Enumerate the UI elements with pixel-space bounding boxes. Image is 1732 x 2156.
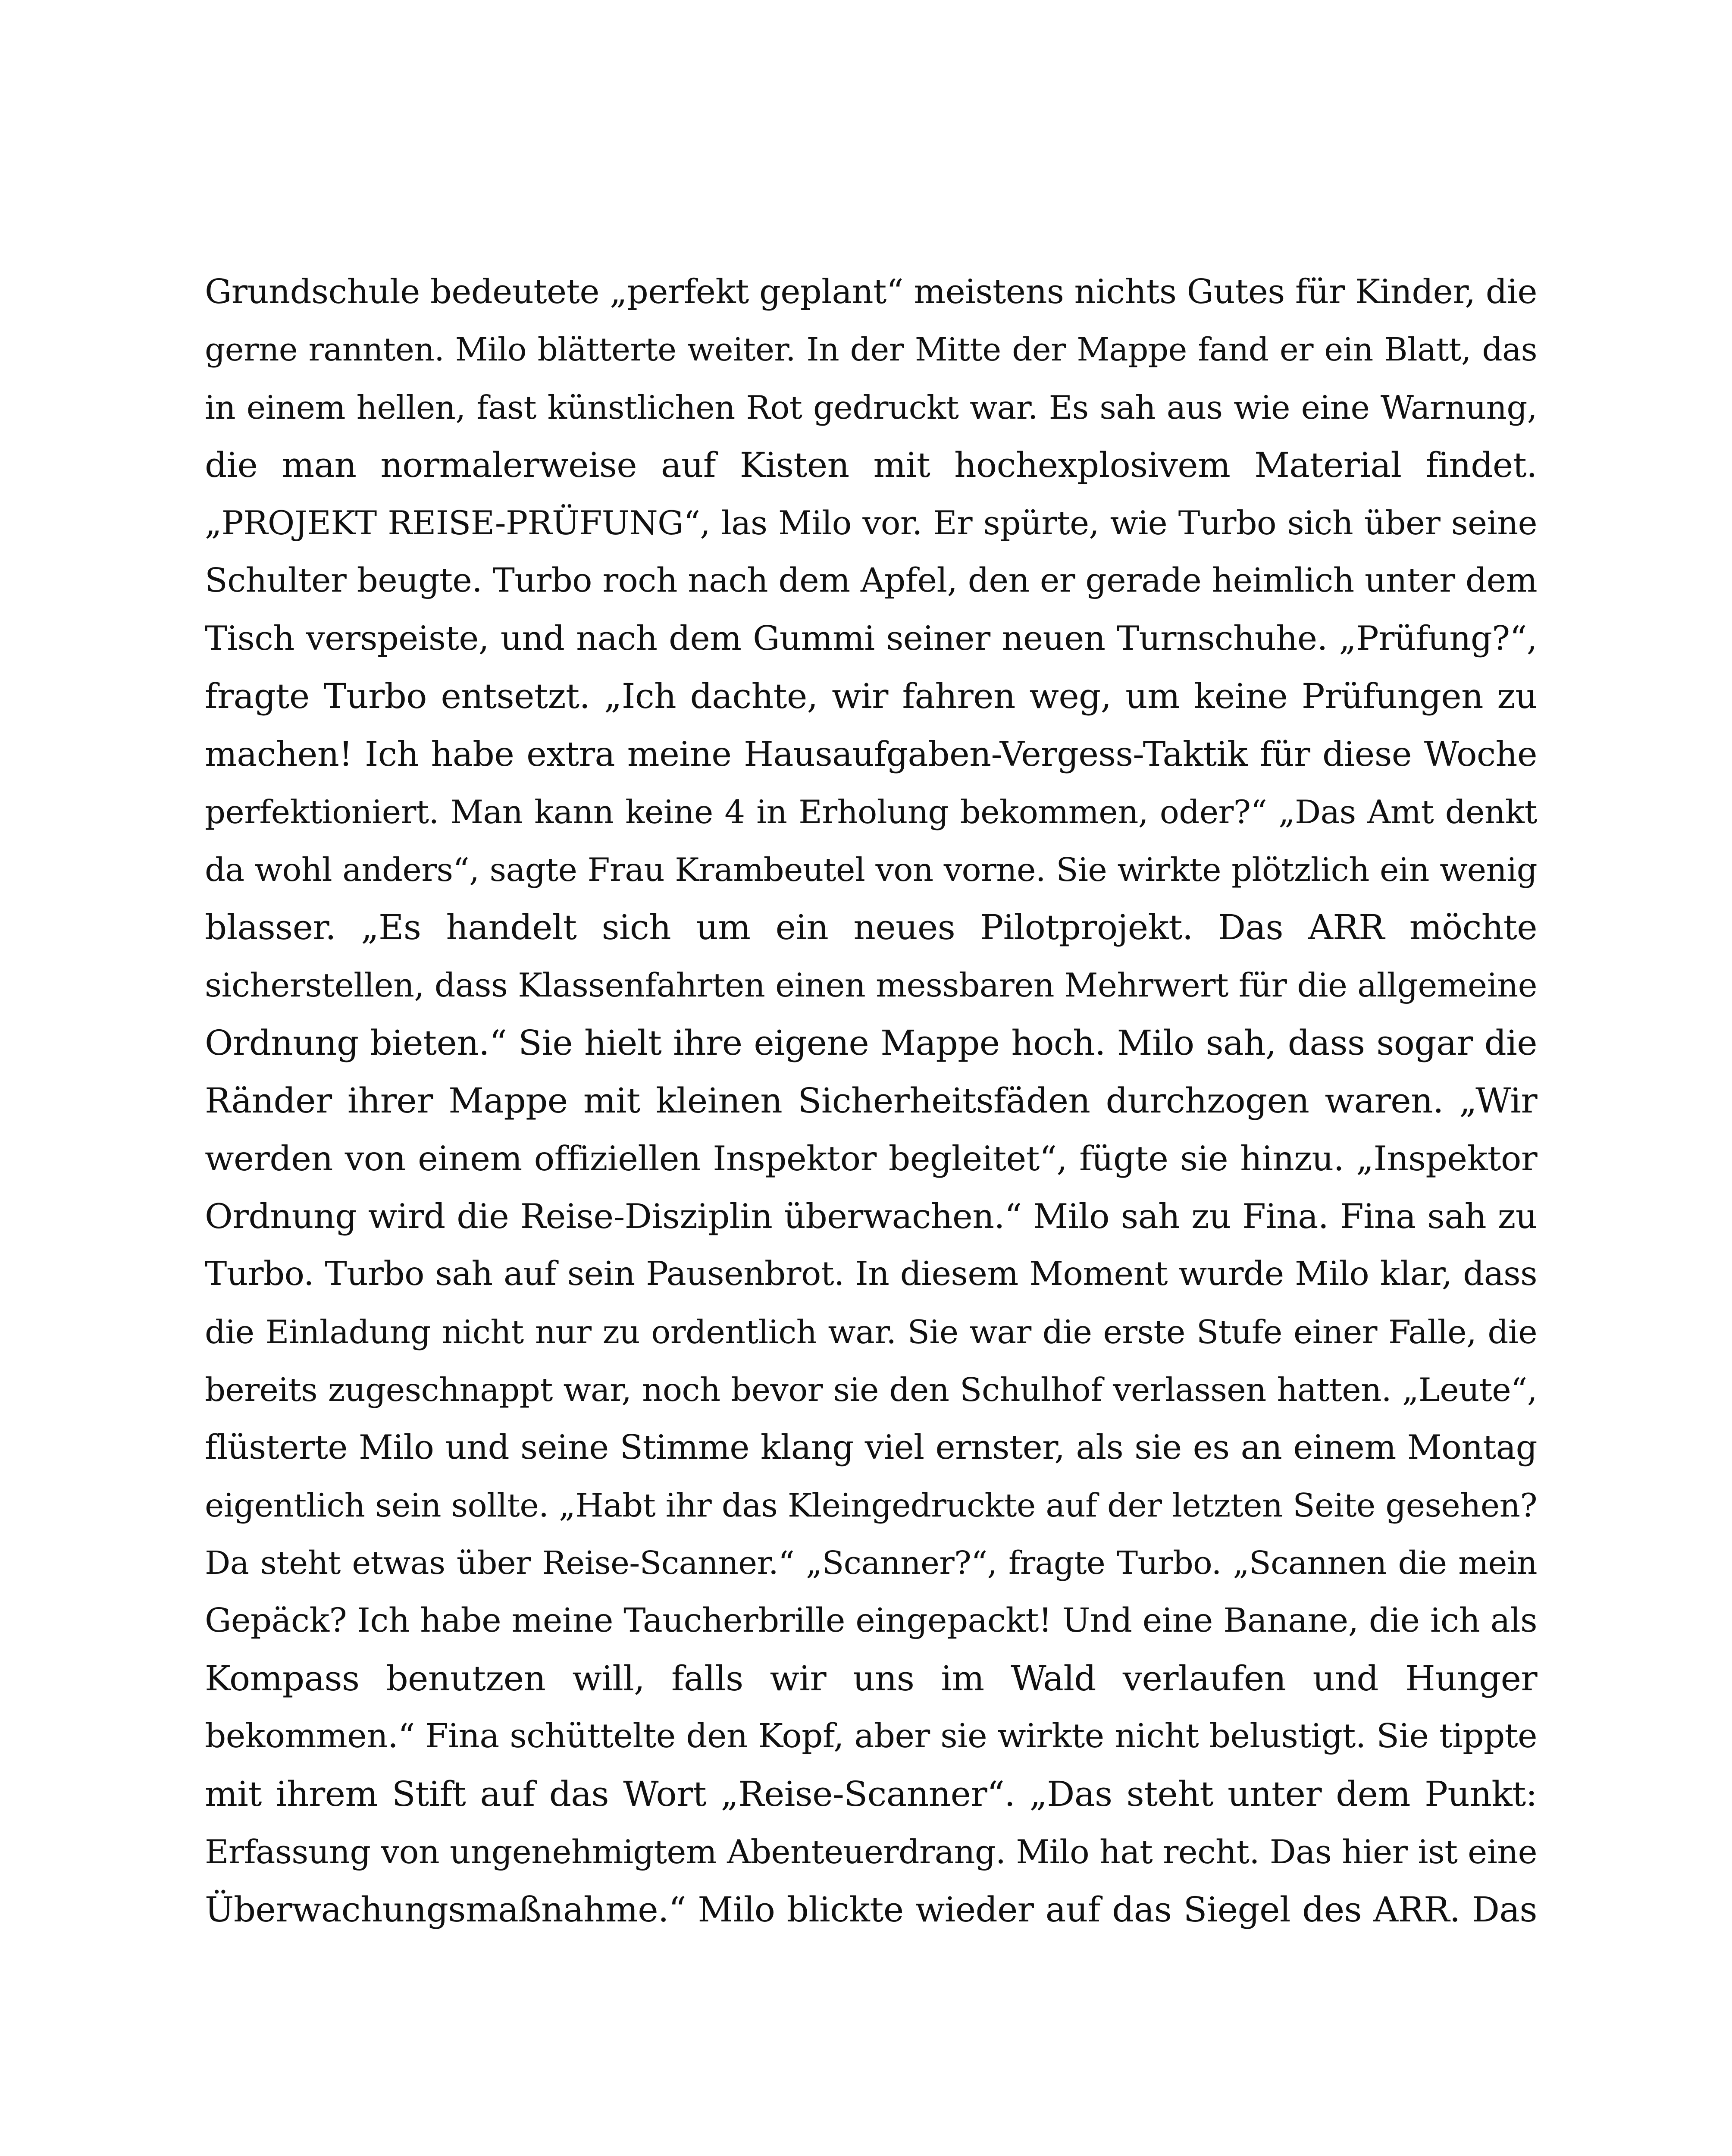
text-line: flüsterte Milo und seine Stimme klang viel ernster, als sie es an einem Montag: [205, 1428, 1537, 1467]
body-text: [205, 263, 1537, 1939]
text-line: machen! Ich habe extra meine Hausaufgaben-Vergess-Taktik für diese Woche: [205, 734, 1537, 774]
text-line: perfektioniert. Man kann keine 4 in Erholung bekommen, oder?“ „Das Amt denkt: [205, 793, 1537, 831]
text-line: bereits zugeschnappt war, noch bevor sie den Schulhof verlassen hatten. „Leute“,: [205, 1371, 1537, 1409]
text-line: Kompass benutzen will, falls wir uns im Wald verlaufen und Hunger: [205, 1658, 1537, 1698]
text-line: mit ihrem Stift auf das Wort „Reise-Scanner“. „Das steht unter dem Punkt:: [205, 1774, 1537, 1814]
text-line: die Einladung nicht nur zu ordentlich war. Sie war die erste Stufe einer Falle, die: [205, 1313, 1537, 1351]
text-line: Ordnung wird die Reise-Disziplin überwachen.“ Milo sah zu Fina. Fina sah zu: [205, 1197, 1537, 1236]
text-line: die man normalerweise auf Kisten mit hochexplosivem Material findet.: [205, 445, 1537, 485]
text-line: Grundschule bedeutete „perfekt geplant“ meistens nichts Gutes für Kinder, die: [205, 273, 1537, 311]
text-line: eigentlich sein sollte. „Habt ihr das Kleingedruckte auf der letzten Seite gesehen?: [205, 1486, 1537, 1524]
text-line: Gepäck? Ich habe meine Taucherbrille eingepackt! Und eine Banane, die ich als: [205, 1601, 1537, 1640]
text-line: bekommen.“ Fina schüttelte den Kopf, aber sie wirkte nicht belustigt. Sie tippte: [205, 1717, 1537, 1755]
text-line: werden von einem offiziellen Inspektor begleitet“, fügte sie hinzu. „Inspektor: [205, 1139, 1537, 1178]
text-line: in einem hellen, fast künstlichen Rot gedruckt war. Es sah aus wie eine Warnung,: [205, 389, 1537, 426]
text-line: Schulter beugte. Turbo roch nach dem Apfel, den er gerade heimlich unter dem: [205, 561, 1537, 600]
text-line: Überwachungsmaßnahme.“ Milo blickte wieder auf das Siegel des ARR. Das: [205, 1890, 1537, 1930]
text-line: Erfassung von ungenehmigtem Abenteuerdrang. Milo hat recht. Das hier ist eine: [205, 1833, 1537, 1871]
text-line: da wohl anders“, sagte Frau Krambeutel von vorne. Sie wirkte plötzlich ein wenig: [205, 851, 1537, 889]
text-line: Ränder ihrer Mappe mit kleinen Sicherheitsfäden durchzogen waren. „Wir: [205, 1081, 1537, 1121]
text-line: Tisch verspeiste, und nach dem Gummi seiner neuen Turnschuhe. „Prüfung?“,: [205, 619, 1537, 658]
text-line: „PROJEKT REISE-PRÜFUNG“, las Milo vor. Er spürte, wie Turbo sich über seine: [205, 504, 1537, 542]
text-line: Turbo. Turbo sah auf sein Pausenbrot. In diesem Moment wurde Milo klar, dass: [205, 1255, 1537, 1293]
text-line: gerne rannten. Milo blätterte weiter. In der Mitte der Mappe fand er ein Blatt, das: [205, 331, 1537, 368]
text-line: blasser. „Es handelt sich um ein neues Pilotprojekt. Das ARR möchte: [205, 907, 1537, 947]
text-line: Da steht etwas über Reise-Scanner.“ „Scanner?“, fragte Turbo. „Scannen die mein: [205, 1545, 1537, 1582]
text-line: Ordnung bieten.“ Sie hielt ihre eigene Mappe hoch. Milo sah, dass sogar die: [205, 1023, 1537, 1063]
text-line: sicherstellen, dass Klassenfahrten einen messbaren Mehrwert für die allgemeine: [205, 966, 1537, 1004]
text-line: fragte Turbo entsetzt. „Ich dachte, wir fahren weg, um keine Prüfungen zu: [205, 676, 1537, 716]
